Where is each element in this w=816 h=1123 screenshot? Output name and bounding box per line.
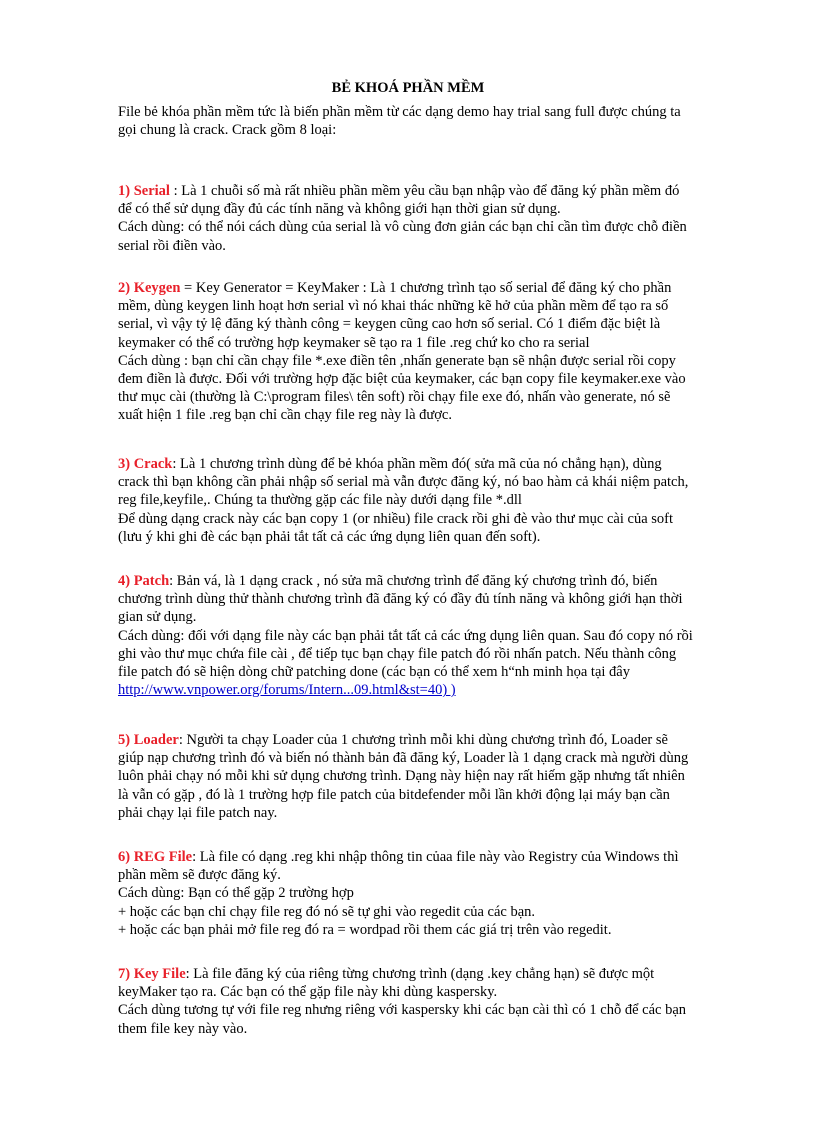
section-reg-file xyxy=(118,848,758,939)
section-line: là vẫn có gặp , đó là 1 trường hợp file patch của bitdefender mỗi lần khởi động lại máy bạn cần xyxy=(118,786,670,803)
section-crack xyxy=(118,455,758,546)
section-line: chương trình dùng thử thành chương trình đã đăng ký có đầy đủ tính năng và không giới hạn thời xyxy=(118,591,683,608)
section-line: Cách dùng: đối với dạng file này các bạn phải tắt tất cả các ứng dụng liên quan. Sau đó copy nó rồi xyxy=(118,627,693,644)
intro-line: File bẻ khóa phần mềm tức là biến phần mềm từ các dạng demo hay trial sang full được chúng ta xyxy=(118,104,681,120)
section-line: Cách dùng tương tự với file reg nhưng riêng với kaspersky khi các bạn cài thì có 1 chỗ để các bạn xyxy=(118,1002,687,1019)
section-line: phần mềm sẽ được đăng ký. xyxy=(118,867,281,884)
section-line: giúp nạp chương trình đó và biến nó thành bản đã đăng ký, Loader là 1 dạng crack mà người dùng xyxy=(118,750,689,767)
section-line: Cách dùng: có thể nói cách dùng của serial là vô cùng đơn giản các bạn chỉ cần tìm được chỗ điền xyxy=(118,219,687,236)
section-keygen xyxy=(118,279,758,425)
section-line: file patch đó sẽ hiện dòng chữ patching done (các bạn có thể xem h“nh minh họa tại đây xyxy=(118,664,630,681)
section-line: gian sử dụng. xyxy=(118,609,197,626)
section-patch xyxy=(118,572,758,699)
section-line: : Là file đăng ký của riêng từng chương trình (dạng .key chẳng hạn) sẽ được một xyxy=(185,966,655,982)
section-key-file xyxy=(118,965,758,1038)
section-heading: 4) Patch xyxy=(118,573,170,589)
section-line: Cách dùng : bạn chỉ cần chạy file *.exe điền tên ,nhấn generate bạn sẽ nhận được serial rồi copy xyxy=(118,352,676,369)
section-line: = Key Generator = KeyMaker : Là 1 chương trình tạo số serial để đăng ký cho phần xyxy=(180,280,672,296)
section-line: : Là 1 chuỗi số mà rất nhiều phần mềm yêu cầu bạn nhập vào để đăng ký phần mềm đó xyxy=(169,183,680,199)
section-heading: 3) Crack xyxy=(118,456,173,472)
section-heading: 1) Serial xyxy=(118,183,170,199)
section-line: serial rồi điền vào. xyxy=(118,237,226,254)
section-loader xyxy=(118,731,758,822)
section-line: : Là file có dạng .reg khi nhập thông tin củaa file này vào Registry của Windows thì xyxy=(192,849,679,865)
section-line: : Người ta chạy Loader của 1 chương trình mỗi khi dùng chương trình đó, Loader sẽ xyxy=(178,732,668,748)
section-line: serial, vì vậy tỷ lệ đăng ký thành công = keygen cũng cao hơn số serial. Có 1 điểm đặc biệt là xyxy=(118,316,661,333)
section-line: để có thể sử dụng đầy đủ các tính năng và không giới hạn thời gian sử dụng. xyxy=(118,201,561,218)
document-title: BẺ KHOÁ PHẦN MỀM xyxy=(331,80,485,96)
section-heading: 6) REG File xyxy=(118,849,193,865)
intro-line: gọi chung là crack. Crack gồm 8 loại: xyxy=(118,122,337,139)
section-line: them file key này vào. xyxy=(118,1020,248,1037)
section-heading: 7) Key File xyxy=(118,966,186,982)
section-line: keyMaker tạo ra. Các bạn có thể gặp file này khi dùng kaspersky. xyxy=(118,984,498,1001)
intro-paragraph xyxy=(118,103,758,139)
section-line: luôn phải chạy nó mỗi khi sử dụng chương trình. Dạng này hiện nay rất hiếm gặp nhưng tất nhiên xyxy=(118,768,685,785)
section-line: : Là 1 chương trình dùng để bẻ khóa phần mềm đó( sửa mã của nó chẳng hạn), dùng xyxy=(172,456,662,472)
section-line: keymaker có thể có trường hợp keymaker sẽ tạo ra 1 file .reg chứ ko cho ra serial xyxy=(118,334,590,351)
section-serial xyxy=(118,182,758,255)
section-line: ghi vào thư mục chứa file cài , để tiếp tục bạn chạy file patch đó rồi nhấn patch. Nếu thành công xyxy=(118,645,677,662)
section-line: đem điền là được. Đối với trường hợp đặc biệt của keymaker, các bạn copy file keymaker.exe vào xyxy=(118,371,686,388)
section-line: thư mục cài (thường là C:\program files\ tên soft) rồi chạy file exe đó, nhấn vào generate, nó sẽ xyxy=(118,389,671,406)
section-line: + hoặc các bạn phải mở file reg đó ra = wordpad rồi them các giá trị trên vào regedit. xyxy=(118,921,612,938)
section-line: reg file,keyfile,. Chúng ta thường gặp các file này dưới dạng file *.dll xyxy=(118,492,522,509)
section-line: phải chạy lại file patch nay. xyxy=(118,804,278,821)
section-line: : Bản vá, là 1 dạng crack , nó sửa mã chương trình để đăng ký chương trình đó, biến xyxy=(169,573,658,589)
section-line: crack thì bạn không cần phải nhập số serial mà vẫn được đăng ký, nó bao hàm cả khái niệm patch, xyxy=(118,474,689,491)
section-line: xuất hiện 1 file .reg bạn chỉ cần chạy file reg này là được. xyxy=(118,407,452,424)
section-line: Để dùng dạng crack này các bạn copy 1 (or nhiều) file crack rồi ghi đè vào thư mục cài của soft xyxy=(118,510,674,527)
forum-link[interactable]: http://www.vnpower.org/forums/Intern...09.html&st=40) ) xyxy=(118,682,456,699)
section-heading: 2) Keygen xyxy=(118,280,181,296)
section-line: Cách dùng: Bạn có thể gặp 2 trường hợp xyxy=(118,885,354,902)
section-line: + hoặc các bạn chỉ chạy file reg đó nó sẽ tự ghi vào regedit của các bạn. xyxy=(118,903,536,920)
section-line: mềm, dùng keygen linh hoạt hơn serial vì nó khai thác những kẽ hở của phần mềm để tạo ra số xyxy=(118,298,669,315)
section-heading: 5) Loader xyxy=(118,732,179,748)
section-line: (lưu ý khi ghi đè các bạn phải tắt tất cả các ứng dụng liên quan đến soft). xyxy=(118,528,541,545)
